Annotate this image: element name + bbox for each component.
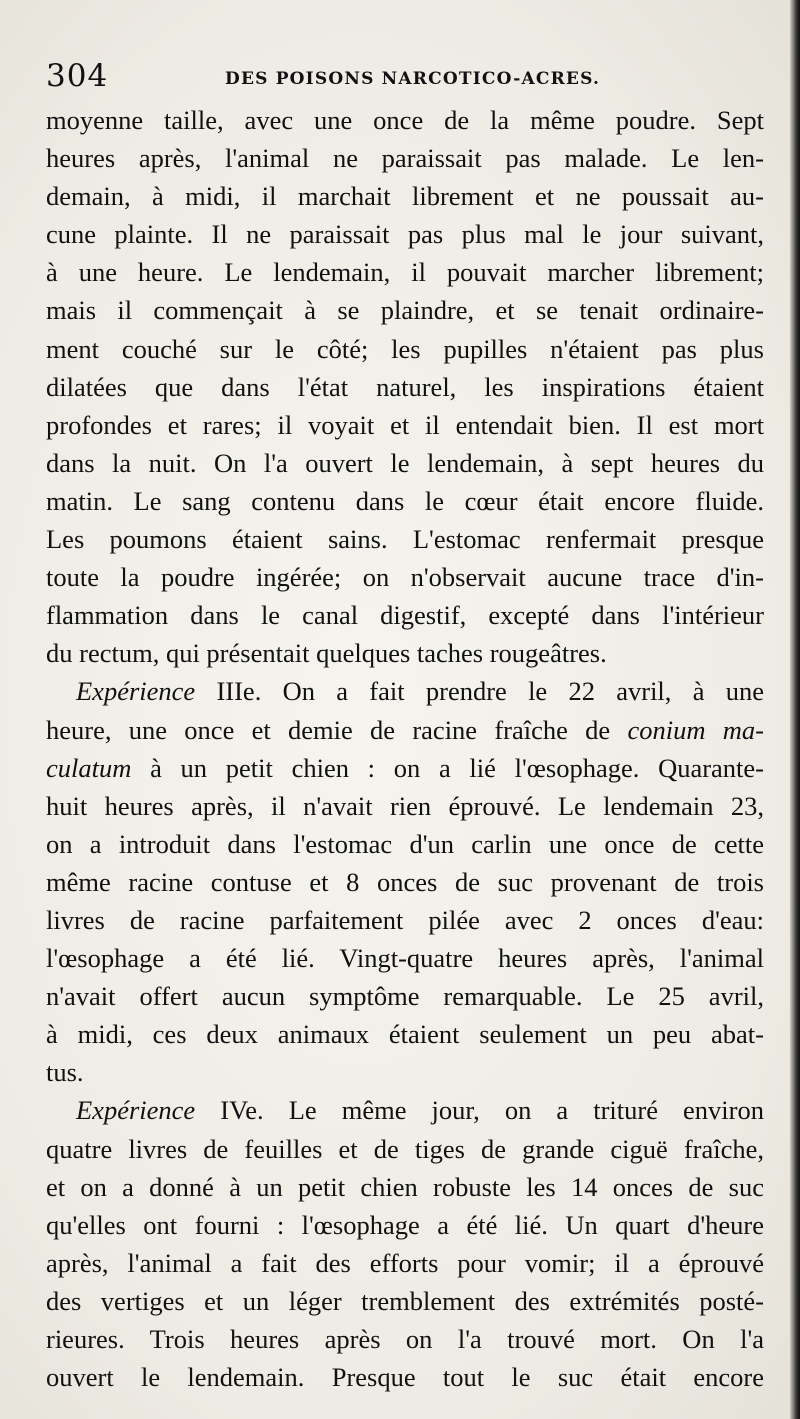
text-line bbox=[46, 253, 764, 291]
text-line bbox=[46, 634, 764, 672]
text-segment: dilatées que dans l'état naturel, les inspirations étaient bbox=[46, 371, 764, 402]
text-line bbox=[46, 1282, 764, 1320]
text-segment: à un petit chien : on a lié l'œsophage. Quarante- bbox=[131, 752, 764, 783]
text-segment: heure, une once et demie de racine fraîche de bbox=[46, 714, 628, 745]
text-segment: on a introduit dans l'estomac d'un carlin une once de cette bbox=[46, 828, 764, 859]
text-segment: Les poumons étaient sains. L'estomac renfermait presque bbox=[46, 524, 764, 555]
text-line bbox=[46, 482, 764, 520]
text-segment: demain, à midi, il marchait librement et ne poussait au- bbox=[46, 181, 764, 212]
text-line bbox=[46, 787, 764, 825]
italic-text: conium ma- bbox=[627, 714, 764, 745]
text-line bbox=[46, 520, 764, 558]
body-text bbox=[46, 101, 764, 1396]
text-line bbox=[46, 1206, 764, 1244]
text-line bbox=[46, 1130, 764, 1168]
text-line bbox=[46, 901, 764, 939]
text-segment: et on a donné à un petit chien robuste les 14 onces de suc bbox=[46, 1171, 764, 1202]
text-line bbox=[46, 1015, 764, 1053]
text-line bbox=[46, 444, 764, 482]
text-line bbox=[46, 139, 764, 177]
text-segment: IIIe. On a fait prendre le 22 avril, à une bbox=[195, 676, 764, 707]
text-line bbox=[46, 1053, 764, 1091]
text-segment: tus. bbox=[46, 1057, 84, 1088]
text-segment: toute la poudre ingérée; on n'observait aucune trace d'in- bbox=[46, 562, 764, 593]
italic-text: culatum bbox=[46, 752, 132, 783]
text-segment: heures après, l'animal ne paraissait pas malade. Le len- bbox=[46, 143, 764, 174]
page-header bbox=[46, 58, 766, 98]
text-segment: à midi, ces deux animaux étaient seulement un peu abat- bbox=[46, 1019, 764, 1050]
text-segment: n'avait offert aucun symptôme remarquable. Le 25 avril, bbox=[46, 981, 764, 1012]
text-line bbox=[46, 1091, 764, 1129]
text-segment: matin. Le sang contenu dans le cœur était encore fluide. bbox=[46, 485, 764, 516]
text-line bbox=[46, 177, 764, 215]
text-line bbox=[46, 1168, 764, 1206]
text-segment: huit heures après, il n'avait rien éprouvé. Le lendemain 23, bbox=[46, 790, 764, 821]
text-line bbox=[46, 596, 764, 634]
text-line bbox=[46, 939, 764, 977]
text-line bbox=[46, 977, 764, 1015]
text-segment: après, l'animal a fait des efforts pour vomir; il a éprouvé bbox=[46, 1247, 764, 1278]
text-line bbox=[46, 291, 764, 329]
text-segment: ment couché sur le côté; les pupilles n'étaient pas plus bbox=[46, 333, 764, 364]
text-segment: qu'elles ont fourni : l'œsophage a été lié. Un quart d'heure bbox=[46, 1209, 764, 1240]
text-line bbox=[46, 711, 764, 749]
running-head: DES POISONS NARCOTICO-ACRES. bbox=[225, 69, 601, 89]
text-segment: des vertiges et un léger tremblement des extrémités posté- bbox=[46, 1285, 764, 1316]
italic-text: Expérience bbox=[76, 676, 196, 707]
text-segment: ouvert le lendemain. Presque tout le suc était encore bbox=[46, 1362, 764, 1393]
text-segment: cune plainte. Il ne paraissait pas plus mal le jour suivant, bbox=[46, 219, 764, 250]
text-line bbox=[46, 825, 764, 863]
text-segment: quatre livres de feuilles et de tiges de grande ciguë fraîche, bbox=[46, 1133, 764, 1164]
text-line bbox=[46, 368, 764, 406]
text-segment: moyenne taille, avec une once de la même poudre. Sept bbox=[46, 105, 764, 135]
text-line bbox=[46, 558, 764, 596]
text-segment: dans la nuit. On l'a ouvert le lendemain, à sept heures du bbox=[46, 447, 764, 478]
text-line bbox=[46, 101, 764, 139]
text-line bbox=[46, 1358, 764, 1396]
text-segment: mais il commençait à se plaindre, et se tenait ordinaire- bbox=[46, 295, 764, 326]
text-segment: profondes et rares; il voyait et il entendait bien. Il est mort bbox=[46, 409, 764, 440]
text-segment: livres de racine parfaitement pilée avec 2 onces d'eau: bbox=[46, 904, 764, 935]
text-segment: flammation dans le canal digestif, excepté dans l'intérieur bbox=[46, 600, 764, 631]
text-line bbox=[46, 1320, 764, 1358]
text-line bbox=[46, 330, 764, 368]
text-line bbox=[46, 672, 764, 710]
text-line bbox=[46, 406, 764, 444]
text-segment: IVe. Le même jour, on a trituré environ bbox=[195, 1095, 764, 1126]
italic-text: Expérience bbox=[76, 1095, 196, 1126]
text-line bbox=[46, 863, 764, 901]
page-number: 304 bbox=[46, 58, 109, 94]
text-segment: du rectum, qui présentait quelques taches rougeâtres. bbox=[46, 638, 607, 669]
text-segment: à une heure. Le lendemain, il pouvait marcher librement; bbox=[46, 257, 764, 288]
text-line bbox=[46, 1244, 764, 1282]
text-segment: rieures. Trois heures après on l'a trouvé mort. On l'a bbox=[46, 1324, 764, 1354]
text-line bbox=[46, 215, 764, 253]
text-segment: l'œsophage a été lié. Vingt-quatre heures après, l'animal bbox=[46, 943, 764, 974]
page-edge-shadow bbox=[790, 0, 800, 1419]
text-segment: même racine contuse et 8 onces de suc provenant de trois bbox=[46, 866, 764, 897]
text-line bbox=[46, 749, 764, 787]
